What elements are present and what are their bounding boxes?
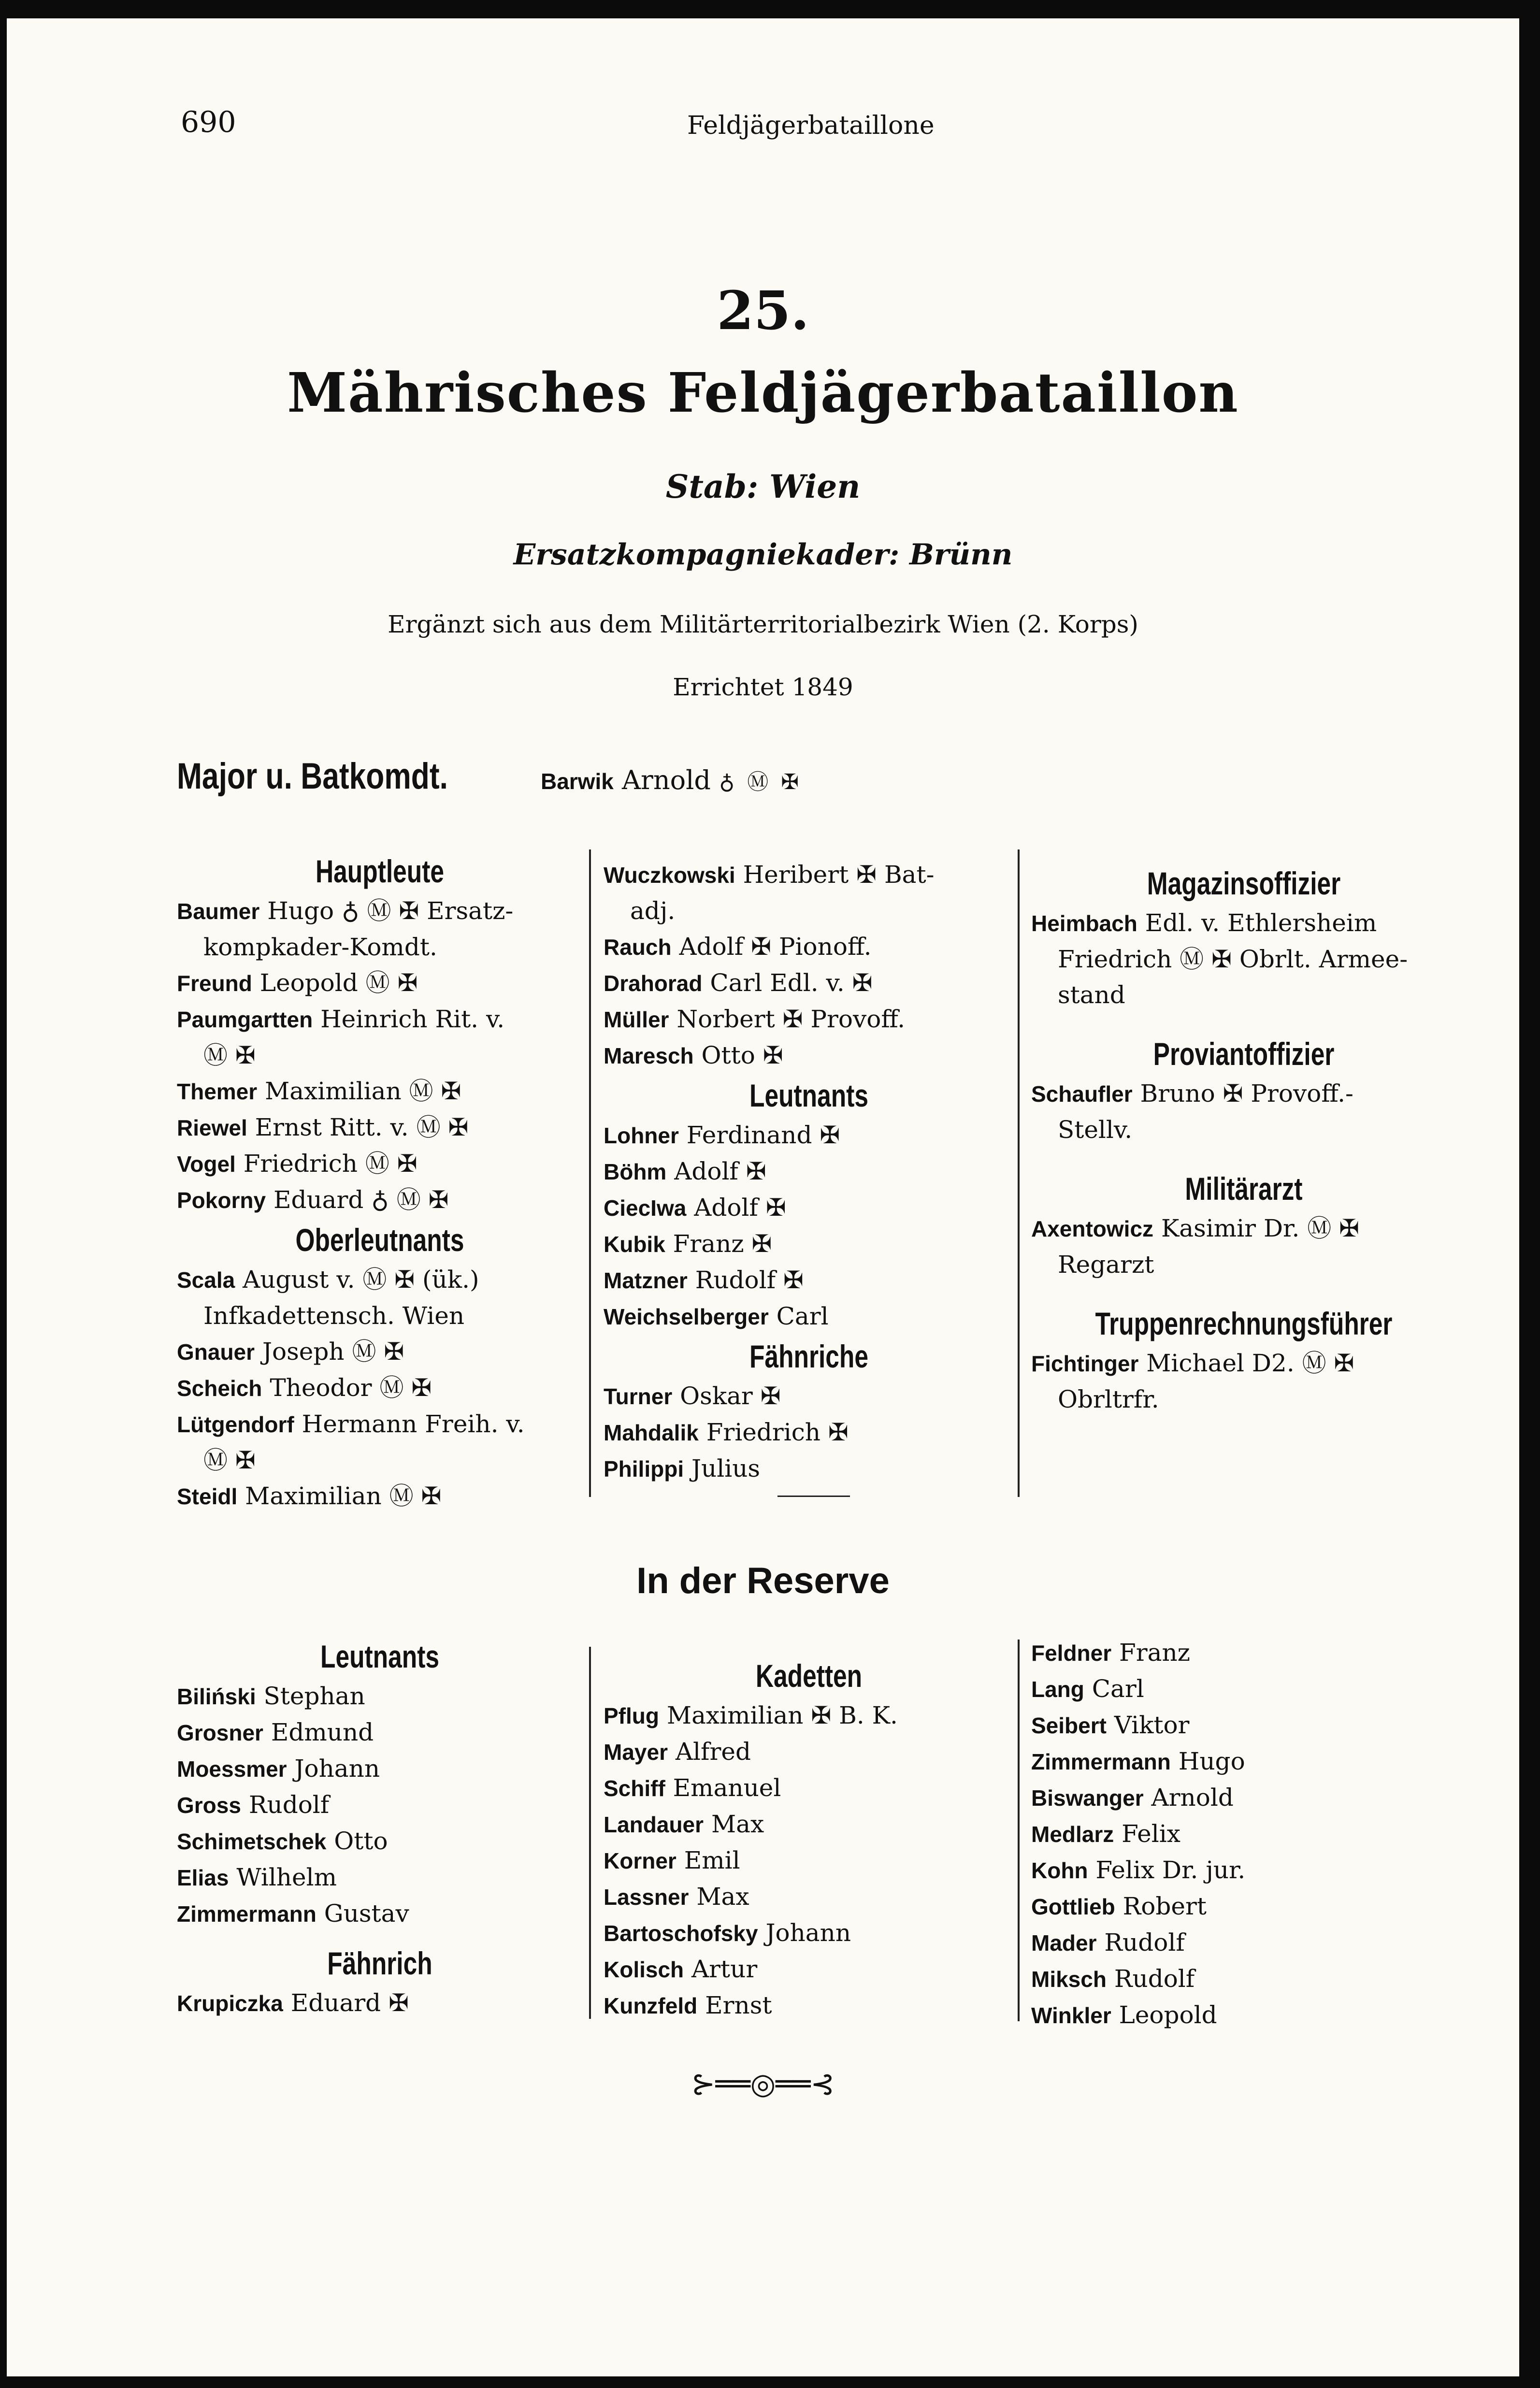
entry-surname: Mayer xyxy=(604,1740,668,1765)
roster-entry xyxy=(604,1001,1014,1037)
entry-surname: Themer xyxy=(177,1079,258,1104)
entry-details: Franz ✠ xyxy=(665,1230,772,1258)
roster-entry xyxy=(177,1787,583,1823)
entry-surname: Korner xyxy=(604,1848,676,1873)
entry-surname: Mader xyxy=(1031,1930,1097,1956)
entry-surname: Kohn xyxy=(1031,1858,1088,1883)
entry-surname: Müller xyxy=(604,1007,669,1032)
roster-entry xyxy=(604,1451,1014,1487)
roster-entry xyxy=(177,1751,583,1787)
running-head: Feldjägerbataillone xyxy=(687,111,935,140)
roster-entry xyxy=(1031,1997,1456,2033)
roster-entry xyxy=(177,1406,583,1478)
entry-details: Alfred xyxy=(667,1738,751,1766)
errichtet-line: Errichtet 1849 xyxy=(673,673,853,701)
entry-details: Ernst Ritt. v. Ⓜ ✠ xyxy=(247,1113,469,1141)
entry-details: Artur xyxy=(684,1955,758,1983)
entry-details: Felix Dr. jur. xyxy=(1088,1856,1246,1884)
entry-surname: Winkler xyxy=(1031,2003,1111,2028)
roster-entry xyxy=(177,1985,583,2021)
section-heading: Proviantoffizier xyxy=(1153,1036,1335,1072)
roster-entry xyxy=(1031,1780,1456,1816)
entry-details: Bruno ✠ Provoff.- xyxy=(1132,1079,1353,1108)
roster-entry xyxy=(1031,1671,1456,1707)
roster-entry xyxy=(177,1109,583,1146)
entry-continuation: stand xyxy=(1058,981,1125,1009)
entry-details: Hugo xyxy=(1170,1747,1245,1775)
entry-surname: Schaufler xyxy=(1031,1081,1133,1107)
section-heading: Leutnants xyxy=(320,1639,439,1674)
entry-details: Heribert ✠ Bat- xyxy=(735,861,935,889)
roster-entry xyxy=(1031,1961,1456,1997)
section-heading: Militärarzt xyxy=(1185,1171,1303,1207)
entry-details: Michael D2. Ⓜ ✠ xyxy=(1138,1349,1354,1377)
entry-details: Norbert ✠ Provoff. xyxy=(669,1005,906,1033)
entry-surname: Paumgartten xyxy=(177,1007,313,1032)
entry-details: Carl xyxy=(1084,1675,1144,1703)
entry-details: Rudolf xyxy=(1096,1928,1185,1956)
commander-name xyxy=(541,762,802,800)
roster-entry xyxy=(604,1117,1014,1153)
entry-details: Leopold xyxy=(1111,2001,1217,2029)
roster-entry xyxy=(604,1226,1014,1262)
entry-surname: Heimbach xyxy=(1031,911,1137,936)
roster-entry xyxy=(604,929,1014,965)
entry-surname: Wuczkowski xyxy=(604,863,735,888)
roster-entry xyxy=(604,1915,1014,1951)
column-divider xyxy=(1018,1640,1020,2021)
entry-surname: Turner xyxy=(604,1384,673,1409)
roster-entry xyxy=(604,1037,1014,1074)
entry-details: Max xyxy=(689,1883,749,1911)
entry-continuation: Ⓜ ✠ xyxy=(203,1446,256,1474)
section-heading: Fähnrich xyxy=(327,1945,432,1981)
entry-surname: Pokorny xyxy=(177,1188,266,1213)
page-number: 690 xyxy=(181,105,236,139)
entry-surname: Lang xyxy=(1031,1677,1084,1702)
entry-surname: Axentowicz xyxy=(1031,1216,1154,1241)
roster-entry xyxy=(604,1879,1014,1915)
roster-entry xyxy=(1031,1888,1456,1925)
column-divider xyxy=(1018,849,1020,1497)
roster-entry xyxy=(177,1823,583,1859)
entry-surname: Scheich xyxy=(177,1376,262,1401)
entry-details: Rudolf ✠ xyxy=(687,1266,804,1294)
active-column-3 xyxy=(1031,862,1456,1417)
entry-details: August v. Ⓜ ✠ (ük.) xyxy=(235,1266,479,1294)
erganzung-line: Ergänzt sich aus dem Militärterritorialbezirk Wien (2. Korps) xyxy=(388,610,1138,638)
separator-line xyxy=(777,1496,850,1497)
section-heading: Oberleutnants xyxy=(295,1222,464,1258)
reserve-column-2 xyxy=(604,1654,1014,2024)
entry-details: Johann xyxy=(758,1919,851,1947)
entry-surname: Lassner xyxy=(604,1885,689,1910)
entry-details: Max xyxy=(704,1810,764,1838)
entry-surname: Vogel xyxy=(177,1151,236,1177)
entry-details: Heinrich Rit. v. xyxy=(313,1005,505,1033)
entry-surname: Scala xyxy=(177,1267,235,1293)
entry-surname: Zimmermann xyxy=(1031,1749,1171,1774)
entry-continuation: Ⓜ ✠ xyxy=(203,1041,256,1069)
entry-details: Franz xyxy=(1111,1639,1190,1667)
roster-entry xyxy=(604,857,1014,929)
column-divider xyxy=(589,1647,591,2019)
unit-title: Mährisches Feldjägerbataillon xyxy=(287,361,1239,425)
entry-surname: Elias xyxy=(177,1865,229,1890)
entry-details: Otto xyxy=(326,1827,388,1855)
entry-continuation: kompkader-Komdt. xyxy=(203,933,437,961)
entry-surname: Medlarz xyxy=(1031,1822,1114,1847)
roster-entry xyxy=(177,1678,583,1714)
roster-entry xyxy=(1031,1210,1456,1282)
roster-entry xyxy=(1031,1707,1456,1743)
entry-details: Viktor xyxy=(1106,1711,1190,1739)
entry-surname: Pflug xyxy=(604,1703,659,1728)
roster-entry xyxy=(604,1414,1014,1451)
section-heading: Kadetten xyxy=(755,1658,863,1694)
column-divider xyxy=(589,849,591,1497)
reserve-column-1 xyxy=(177,1635,583,2021)
entry-continuation: Friedrich Ⓜ ✠ Obrlt. Armee- xyxy=(1058,945,1408,973)
entry-details: Adolf ✠ xyxy=(666,1157,766,1185)
roster-entry xyxy=(177,1146,583,1182)
entry-surname: Zimmermann xyxy=(177,1901,317,1927)
entry-continuation: Regarzt xyxy=(1058,1251,1154,1279)
entry-details: Oskar ✠ xyxy=(672,1382,781,1410)
entry-details: Hermann Freih. v. xyxy=(294,1410,525,1438)
entry-details: Theodor Ⓜ ✠ xyxy=(262,1374,432,1402)
entry-details: Eduard ♁ Ⓜ ✠ xyxy=(266,1186,449,1214)
roster-entry xyxy=(604,965,1014,1001)
entry-details: Wilhelm xyxy=(229,1863,337,1891)
entry-details: Friedrich Ⓜ ✠ xyxy=(235,1150,417,1178)
roster-entry xyxy=(177,1262,583,1334)
entry-details: Eduard ✠ xyxy=(283,1989,409,2017)
entry-details: Maximilian Ⓜ ✠ xyxy=(237,1482,442,1510)
entry-surname: Gottlieb xyxy=(1031,1894,1115,1919)
entry-details: Edl. v. Ethlersheim xyxy=(1137,909,1377,937)
active-column-2 xyxy=(604,857,1014,1497)
roster-entry xyxy=(177,1714,583,1751)
entry-surname: Maresch xyxy=(604,1043,694,1068)
entry-surname: Kolisch xyxy=(604,1957,684,1982)
entry-continuation: Obrltrfr. xyxy=(1058,1385,1159,1413)
entry-surname: Baumer xyxy=(177,899,260,924)
entry-surname: Kubik xyxy=(604,1232,665,1257)
unit-number: 25. xyxy=(717,279,809,342)
roster-entry xyxy=(177,1896,583,1932)
entry-surname: Krupiczka xyxy=(177,1991,283,2016)
entry-details: Robert xyxy=(1115,1892,1207,1920)
entry-details: Adolf ✠ Pionoff. xyxy=(671,933,872,961)
entry-surname: Bartoschofsky xyxy=(604,1921,758,1946)
roster-entry xyxy=(604,1153,1014,1190)
entry-details: Arnold xyxy=(1143,1784,1234,1812)
entry-details: Ferdinand ✠ xyxy=(678,1121,840,1149)
entry-surname: CiecIwa xyxy=(604,1195,687,1221)
entry-details: Joseph Ⓜ ✠ xyxy=(255,1338,404,1366)
ersatz-line: Ersatzkompagniekader: Brünn xyxy=(513,538,1013,572)
roster-entry xyxy=(177,1334,583,1370)
section-heading: Magazinsoffizier xyxy=(1147,865,1341,901)
entry-details: Rudolf xyxy=(1106,1965,1195,1993)
roster-entry xyxy=(177,1073,583,1109)
roster-entry xyxy=(1031,1816,1456,1852)
entry-surname: Kunzfeld xyxy=(604,1993,698,2018)
entry-continuation: adj. xyxy=(630,897,676,925)
entry-continuation: Stellv. xyxy=(1058,1116,1133,1144)
entry-details: Felix xyxy=(1114,1820,1180,1848)
entry-surname: Gross xyxy=(177,1793,241,1818)
roster-entry xyxy=(177,1182,583,1218)
entry-surname: Grosner xyxy=(177,1720,263,1745)
entry-details: Emanuel xyxy=(665,1774,781,1802)
entry-details: Edmund xyxy=(263,1718,374,1746)
entry-surname: Seibert xyxy=(1031,1713,1107,1738)
entry-surname: Gnauer xyxy=(177,1339,255,1365)
roster-entry xyxy=(604,1697,1014,1734)
entry-details: Maximilian ✠ B. K. xyxy=(659,1701,898,1729)
roster-entry xyxy=(177,1001,583,1073)
roster-entry xyxy=(177,965,583,1001)
entry-surname: Freund xyxy=(177,971,252,996)
entry-surname: Rauch xyxy=(604,935,672,960)
roster-entry xyxy=(604,1378,1014,1414)
entry-surname: Fichtinger xyxy=(1031,1351,1139,1376)
entry-surname: Lütgendorf xyxy=(177,1412,294,1437)
entry-details: Julius xyxy=(684,1454,761,1482)
roster-entry xyxy=(1031,1076,1456,1148)
roster-entry xyxy=(604,1987,1014,2024)
entry-surname: Biliński xyxy=(177,1684,256,1709)
reserve-column-3 xyxy=(1031,1635,1456,2033)
roster-entry xyxy=(177,893,583,965)
roster-entry xyxy=(1031,1925,1456,1961)
entry-surname: Weichselberger xyxy=(604,1304,769,1329)
stab-line: Stab: Wien xyxy=(665,468,861,505)
entry-surname: Landauer xyxy=(604,1812,704,1837)
active-column-1 xyxy=(177,849,583,1514)
entry-details: Maximilian Ⓜ ✠ xyxy=(257,1077,461,1105)
roster-entry xyxy=(177,1859,583,1896)
roster-entry xyxy=(1031,1635,1456,1671)
roster-entry xyxy=(1031,1852,1456,1888)
entry-details: Leopold Ⓜ ✠ xyxy=(252,969,418,997)
entry-continuation: Infkadettensch. Wien xyxy=(203,1302,465,1330)
entry-surname: Mahdalik xyxy=(604,1420,699,1445)
roster-entry xyxy=(604,1951,1014,1987)
entry-details: Stephan xyxy=(256,1682,365,1710)
roster-entry xyxy=(604,1262,1014,1298)
entry-details: Ernst xyxy=(697,1991,772,2019)
entry-surname: Schimetschek xyxy=(177,1829,327,1854)
entry-surname: Böhm xyxy=(604,1159,667,1184)
roster-entry xyxy=(604,1298,1014,1335)
section-heading: Hauptleute xyxy=(315,853,445,889)
section-heading: Leutnants xyxy=(749,1078,868,1113)
page xyxy=(7,18,1519,2376)
roster-entry xyxy=(604,1806,1014,1842)
entry-surname: Miksch xyxy=(1031,1967,1107,1992)
entry-details: Emil xyxy=(676,1846,740,1874)
roster-entry xyxy=(177,1370,583,1406)
entry-surname: Matzner xyxy=(604,1268,688,1293)
decoration-icons: ♁ Ⓜ ✠ xyxy=(719,770,802,794)
end-ornament: ⊱══◎══⊰ xyxy=(691,2067,835,2101)
roster-entry xyxy=(604,1734,1014,1770)
entry-surname: Schiff xyxy=(604,1776,665,1801)
entry-surname: Feldner xyxy=(1031,1640,1112,1666)
roster-entry xyxy=(1031,1345,1456,1417)
entry-details: Otto ✠ xyxy=(693,1041,783,1069)
roster-entry xyxy=(1031,905,1456,1013)
entry-details: Carl Edl. v. ✠ xyxy=(702,969,873,997)
entry-details: Gustav xyxy=(316,1899,409,1928)
commander-given: Arnold xyxy=(622,765,711,795)
entry-surname: Drahorad xyxy=(604,971,703,996)
entry-surname: Riewel xyxy=(177,1115,247,1140)
entry-surname: Philippi xyxy=(604,1456,684,1482)
roster-entry xyxy=(1031,1743,1456,1780)
commander-rank: Major u. Batkomdt. xyxy=(177,756,448,797)
entry-details: Johann xyxy=(287,1755,380,1783)
entry-surname: Steidl xyxy=(177,1484,238,1509)
roster-entry xyxy=(604,1842,1014,1879)
entry-details: Adolf ✠ xyxy=(686,1194,786,1222)
entry-surname: Biswanger xyxy=(1031,1785,1144,1811)
entry-surname: Moessmer xyxy=(177,1756,287,1782)
entry-surname: Lohner xyxy=(604,1123,679,1148)
roster-entry xyxy=(604,1770,1014,1806)
commander-surname: Barwik xyxy=(541,769,614,794)
reserve-heading: In der Reserve xyxy=(636,1560,890,1601)
entry-details: Kasimir Dr. Ⓜ ✠ xyxy=(1153,1214,1360,1242)
section-heading: Fähnriche xyxy=(749,1338,869,1374)
entry-details: Hugo ♁ Ⓜ ✠ Ersatz- xyxy=(259,897,514,925)
roster-entry xyxy=(177,1478,583,1514)
entry-details: Friedrich ✠ xyxy=(698,1418,849,1446)
entry-details: Rudolf xyxy=(241,1791,330,1819)
entry-details: Carl xyxy=(768,1302,829,1330)
section-heading: Truppenrechnungsführer xyxy=(1095,1306,1393,1341)
roster-entry xyxy=(604,1190,1014,1226)
